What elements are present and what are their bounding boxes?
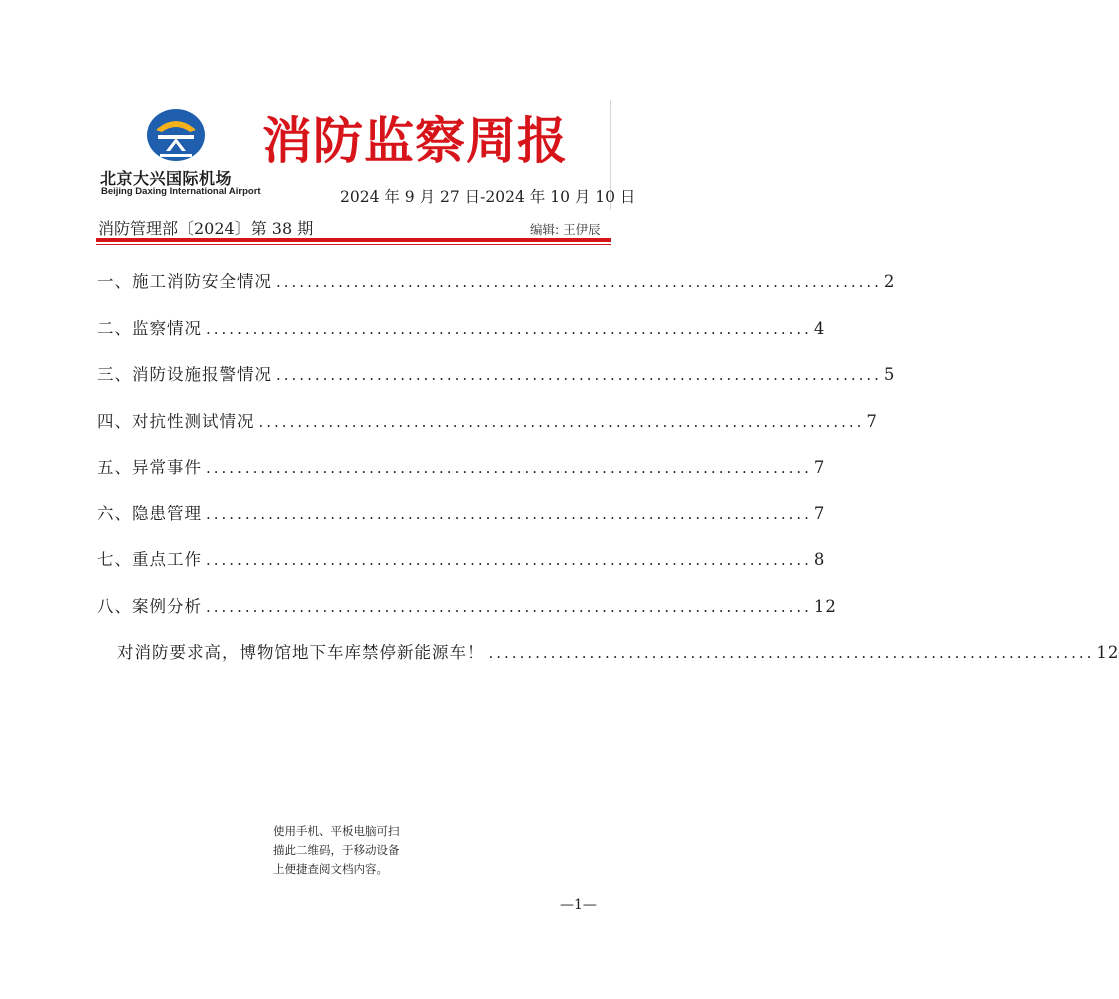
toc-item[interactable] [97,315,826,345]
toc-item[interactable] [97,408,878,438]
toc-item[interactable] [97,361,896,391]
toc-leader: .............................................................................. [206,598,812,616]
toc-item-label: 六、隐患管理 [97,504,202,523]
toc-item[interactable] [97,500,826,530]
toc-leader: .............................................................................. [276,366,882,384]
toc-subitem[interactable] [117,639,1119,669]
qr-note-line: 上便捷查阅文档内容。 [273,862,388,876]
date-range: 2024 年 9 月 27 日-2024 年 10 月 10 日 [340,188,636,206]
toc-item-page: 5 [883,365,896,384]
toc-item-label: 五、异常事件 [97,458,202,477]
airport-emblem-icon [144,108,208,166]
toc-item[interactable] [97,546,826,576]
toc-item-page: 7 [813,504,826,523]
header-rule-thin [96,244,611,245]
qr-note-line: 描此二维码，于移动设备 [273,843,400,857]
toc-item-label: 四、对抗性测试情况 [97,412,255,431]
toc-item[interactable] [97,593,837,623]
toc-item-page: 7 [866,412,878,431]
toc-leader: .............................................................................. [206,459,812,477]
toc-item-page: 7 [813,458,826,477]
logo-chinese-name: 北京大兴国际机场 [100,169,233,188]
toc-item-page: 2 [883,272,896,291]
qr-code-note [273,822,433,879]
editor-credit: 编辑: 王伊辰 [530,222,601,237]
toc-item-label: 一、施工消防安全情况 [97,272,272,291]
toc-item[interactable] [97,454,826,484]
toc-item[interactable] [97,268,896,298]
toc-item-page: 8 [813,550,826,569]
header-rule-thick [96,238,611,242]
issue-number: 消防管理部〔2024〕第 38 期 [98,219,314,238]
toc-item-label: 八、案例分析 [97,597,202,616]
report-title: 消防监察周报 [262,111,568,170]
toc-leader: .............................................................................. [206,551,812,569]
toc-item-page: 4 [813,319,826,338]
toc-item-page: 12 [813,597,837,616]
toc-subitem-page: 12 [1096,643,1119,662]
toc-leader: .............................................................................. [206,320,812,338]
toc-leader: .............................................................................. [258,413,865,431]
toc-item-label: 二、监察情况 [97,319,202,338]
toc-subitem-label: 对消防要求高，博物馆地下车库禁停新能源车！ [117,643,485,662]
toc-item-label: 三、消防设施报警情况 [97,365,272,384]
logo-english-name: Beijing Daxing International Airport [101,186,261,197]
page-number: —1— [560,897,597,913]
toc-leader: .............................................................................. [276,273,882,291]
toc-leader: .............................................................................. [488,644,1095,662]
airport-logo [100,108,260,200]
qr-note-line: 使用手机、平板电脑可扫 [273,824,400,838]
toc-item-label: 七、重点工作 [97,550,202,569]
toc-leader: .............................................................................. [206,505,812,523]
